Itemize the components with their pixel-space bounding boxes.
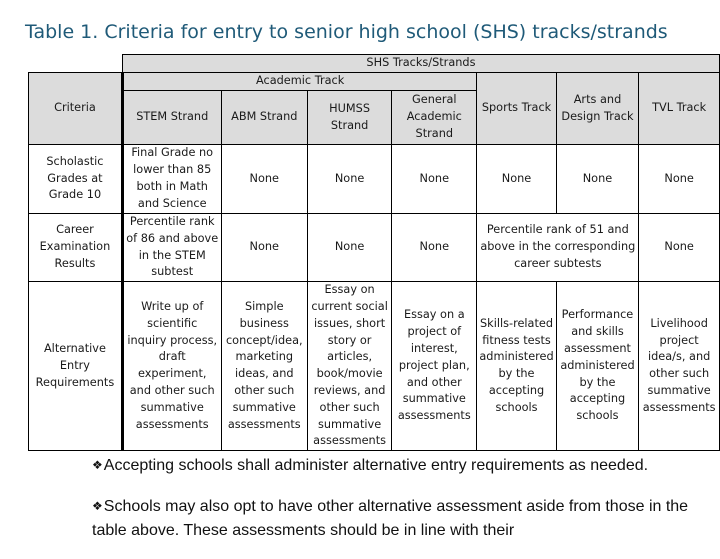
cell-career-stem: Percentile rank of 86 and above in the STEM subtest [122,214,221,282]
cell-alt-sports: Skills-related fitness tests administered by the accepting schools [477,282,556,451]
cell-alt-stem: Write up of scientific inquiry process, draft experiment, and other such summative assessments [122,282,221,451]
cell-alt-gas: Essay on a project of interest, project plan, and other summative assessments [392,282,477,451]
cell-grades-stem: Final Grade no lower than 85 both in Math and Science [122,145,221,214]
empty-corner-cell [29,55,123,73]
criteria-table [28,54,720,451]
column-header-stem: STEM Strand [122,91,221,145]
notes-list [92,454,702,559]
column-header-sports: Sports Track [477,73,556,145]
cell-career-sports-arts: Percentile rank of 51 and above in the corresponding career subtests [477,214,639,282]
note-text: Schools may also opt to have other alternative assessment aside from those in the table above. These assessments should be in line with their [92,498,689,539]
cell-alt-tvl: Livelihood project idea/s, and other such summative assessments [639,282,720,451]
cell-grades-arts: None [556,145,639,214]
cell-career-abm: None [221,214,307,282]
cell-career-humss: None [307,214,391,282]
slide-title: Table 1. Criteria for entry to senior high school (SHS) tracks/strands [25,21,668,43]
cell-grades-tvl: None [639,145,720,214]
column-header-humss: HUMSS Strand [307,91,391,145]
row-header-grades: Scholastic Grades at Grade 10 [29,145,123,214]
cell-alt-humss: Essay on current social issues, short story or articles, book/movie reviews, and other such summative assessments [307,282,391,451]
cell-alt-arts: Performance and skills assessment administered by the accepting schools [556,282,639,451]
cell-grades-sports: None [477,145,556,214]
column-header-arts: Arts and Design Track [556,73,639,145]
group-header: SHS Tracks/Strands [122,55,719,73]
column-header-tvl: TVL Track [639,73,720,145]
subgroup-header: Academic Track [122,73,476,91]
note-text: Accepting schools shall administer alternative entry requirements as needed. [103,457,649,474]
cell-career-gas: None [392,214,477,282]
cell-grades-gas: None [392,145,477,214]
column-header-gas: General Academic Strand [392,91,477,145]
cell-grades-abm: None [221,145,307,214]
column-header-abm: ABM Strand [221,91,307,145]
cell-grades-humss: None [307,145,391,214]
diamond-bullet-icon: ❖ [92,458,103,472]
cell-alt-abm: Simple business concept/idea, marketing ideas, and other such summative assessments [221,282,307,451]
note-item [92,495,702,542]
cell-career-tvl: None [639,214,720,282]
note-item [92,454,702,478]
diamond-bullet-icon: ❖ [92,499,103,513]
row-header-career: Career Examination Results [29,214,123,282]
row-header-alternative: Alternative Entry Requirements [29,282,123,451]
column-header-criteria: Criteria [29,73,123,145]
